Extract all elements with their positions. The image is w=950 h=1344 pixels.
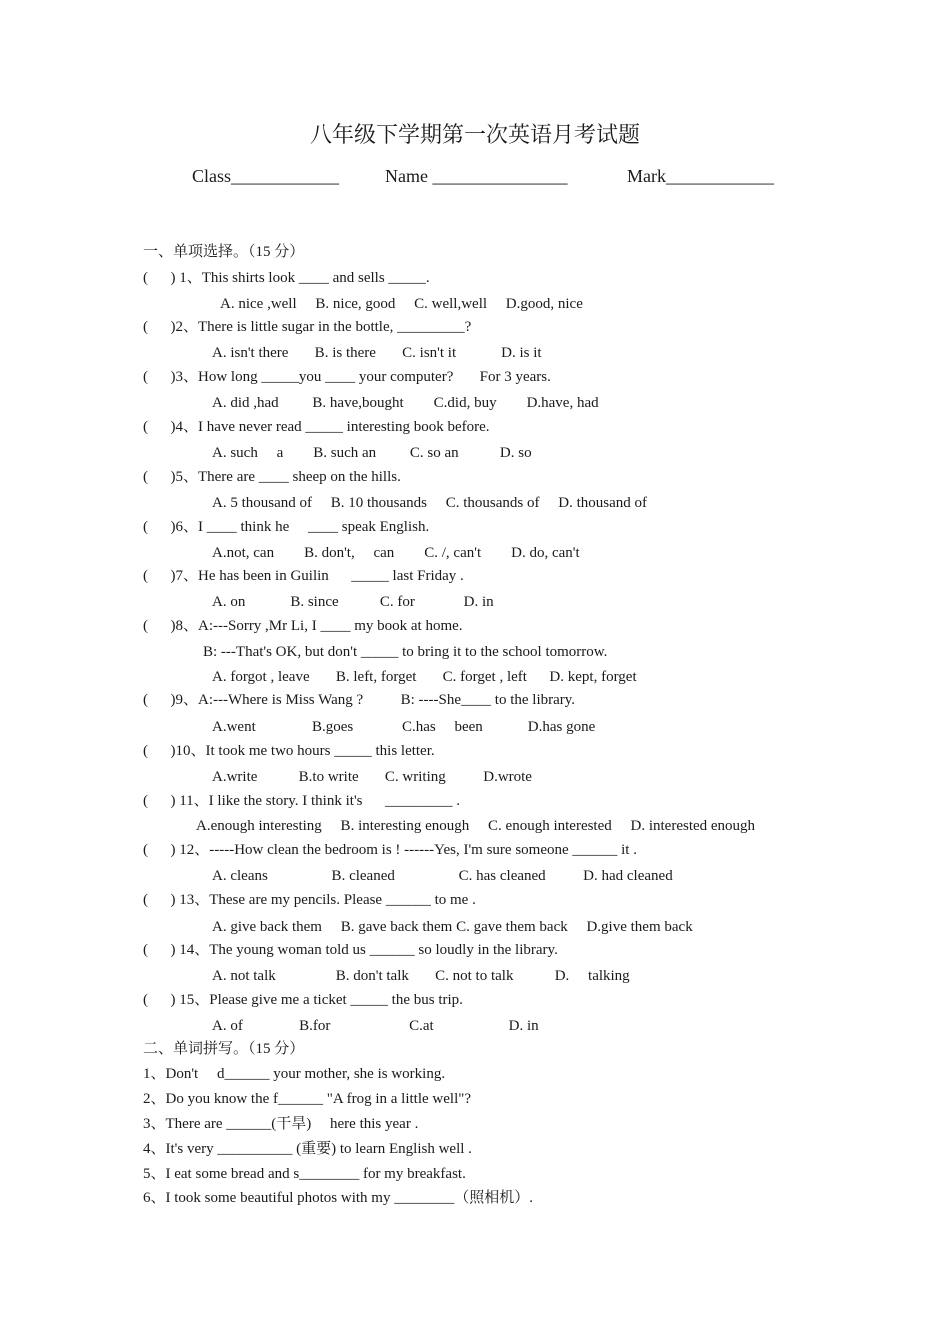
question-12: ( ) 12、-----How clean the bedroom is ! ------Yes, I'm sure someone ______ it .	[143, 842, 637, 858]
question-4: ( )4、I have never read _____ interesting book before.	[143, 419, 490, 435]
spelling-3: 3、There are ______(干旱) here this year .	[143, 1116, 419, 1132]
options-1: A. nice ,well B. nice, good C. well,well D.good, nice	[220, 296, 583, 312]
options-10: A.write B.to write C. writing D.wrote	[212, 769, 532, 785]
question-6: ( )6、I ____ think he ____ speak English.	[143, 519, 430, 535]
section1-heading: 一、单项选择。（15 分）	[143, 244, 305, 260]
options-15: A. of B.for C.at D. in	[212, 1018, 539, 1034]
section2-heading: 二、单词拼写。（15 分）	[143, 1041, 305, 1057]
question-8: ( )8、A:---Sorry ,Mr Li, I ____ my book at home.	[143, 618, 463, 634]
question-5: ( )5、There are ____ sheep on the hills.	[143, 469, 401, 485]
question-7: ( )7、He has been in Guilin _____ last Friday .	[143, 568, 464, 584]
question-3: ( )3、How long _____you ____ your computer? For 3 years.	[143, 369, 551, 385]
spelling-2: 2、Do you know the f______ "A frog in a little well"?	[143, 1091, 472, 1107]
class-field: Class____________	[192, 166, 340, 186]
question-9: ( )9、A:---Where is Miss Wang ? B: ----She____ to the library.	[143, 692, 576, 708]
question-15: ( ) 15、Please give me a ticket _____ the bus trip.	[143, 992, 463, 1008]
options-5: A. 5 thousand of B. 10 thousands C. thousands of D. thousand of	[212, 495, 647, 511]
spelling-5: 5、I eat some bread and s________ for my breakfast.	[143, 1166, 466, 1182]
options-4: A. such a B. such an C. so an D. so	[212, 445, 532, 461]
options-11: A.enough interesting B. interesting enough C. enough interested D. interested enough	[196, 818, 756, 834]
options-6: A.not, can B. don't, can C. /, can't D. do, can't	[212, 545, 580, 561]
question-11: ( ) 11、I like the story. I think it's _________ .	[143, 793, 460, 809]
spelling-1: 1、Don't d______ your mother, she is working.	[143, 1066, 446, 1082]
options-8: A. forgot , leave B. left, forget C. forget , left D. kept, forget	[212, 669, 637, 685]
options-7: A. on B. since C. for D. in	[212, 594, 494, 610]
question-8-b: B: ---That's OK, but don't _____ to bring it to the school tomorrow.	[203, 644, 608, 660]
page-title: 八年级下学期第一次英语月考试题	[309, 122, 640, 147]
options-3: A. did ,had B. have,bought C.did, buy D.have, had	[212, 395, 599, 411]
question-13: ( ) 13、These are my pencils. Please ______ to me .	[143, 892, 476, 908]
question-1: ( ) 1、This shirts look ____ and sells _____.	[143, 270, 430, 286]
options-12: A. cleans B. cleaned C. has cleaned D. had cleaned	[212, 868, 673, 884]
options-14: A. not talk B. don't talk C. not to talk D. talking	[212, 968, 630, 984]
mark-field: Mark____________	[627, 166, 774, 186]
question-14: ( ) 14、The young woman told us ______ so loudly in the library.	[143, 942, 558, 958]
options-13: A. give back them B. gave back them C. gave them back D.give them back	[212, 919, 693, 935]
spelling-6: 6、I took some beautiful photos with my ________（照相机）.	[143, 1190, 533, 1206]
name-field: Name _______________	[385, 166, 568, 186]
question-2: ( )2、There is little sugar in the bottle, _________?	[143, 319, 472, 335]
question-10: ( )10、It took me two hours _____ this letter.	[143, 743, 435, 759]
options-9: A.went B.goes C.has been D.has gone	[212, 719, 596, 735]
options-2: A. isn't there B. is there C. isn't it D. is it	[212, 345, 542, 361]
spelling-4: 4、It's very __________ (重要) to learn English well .	[143, 1141, 472, 1157]
